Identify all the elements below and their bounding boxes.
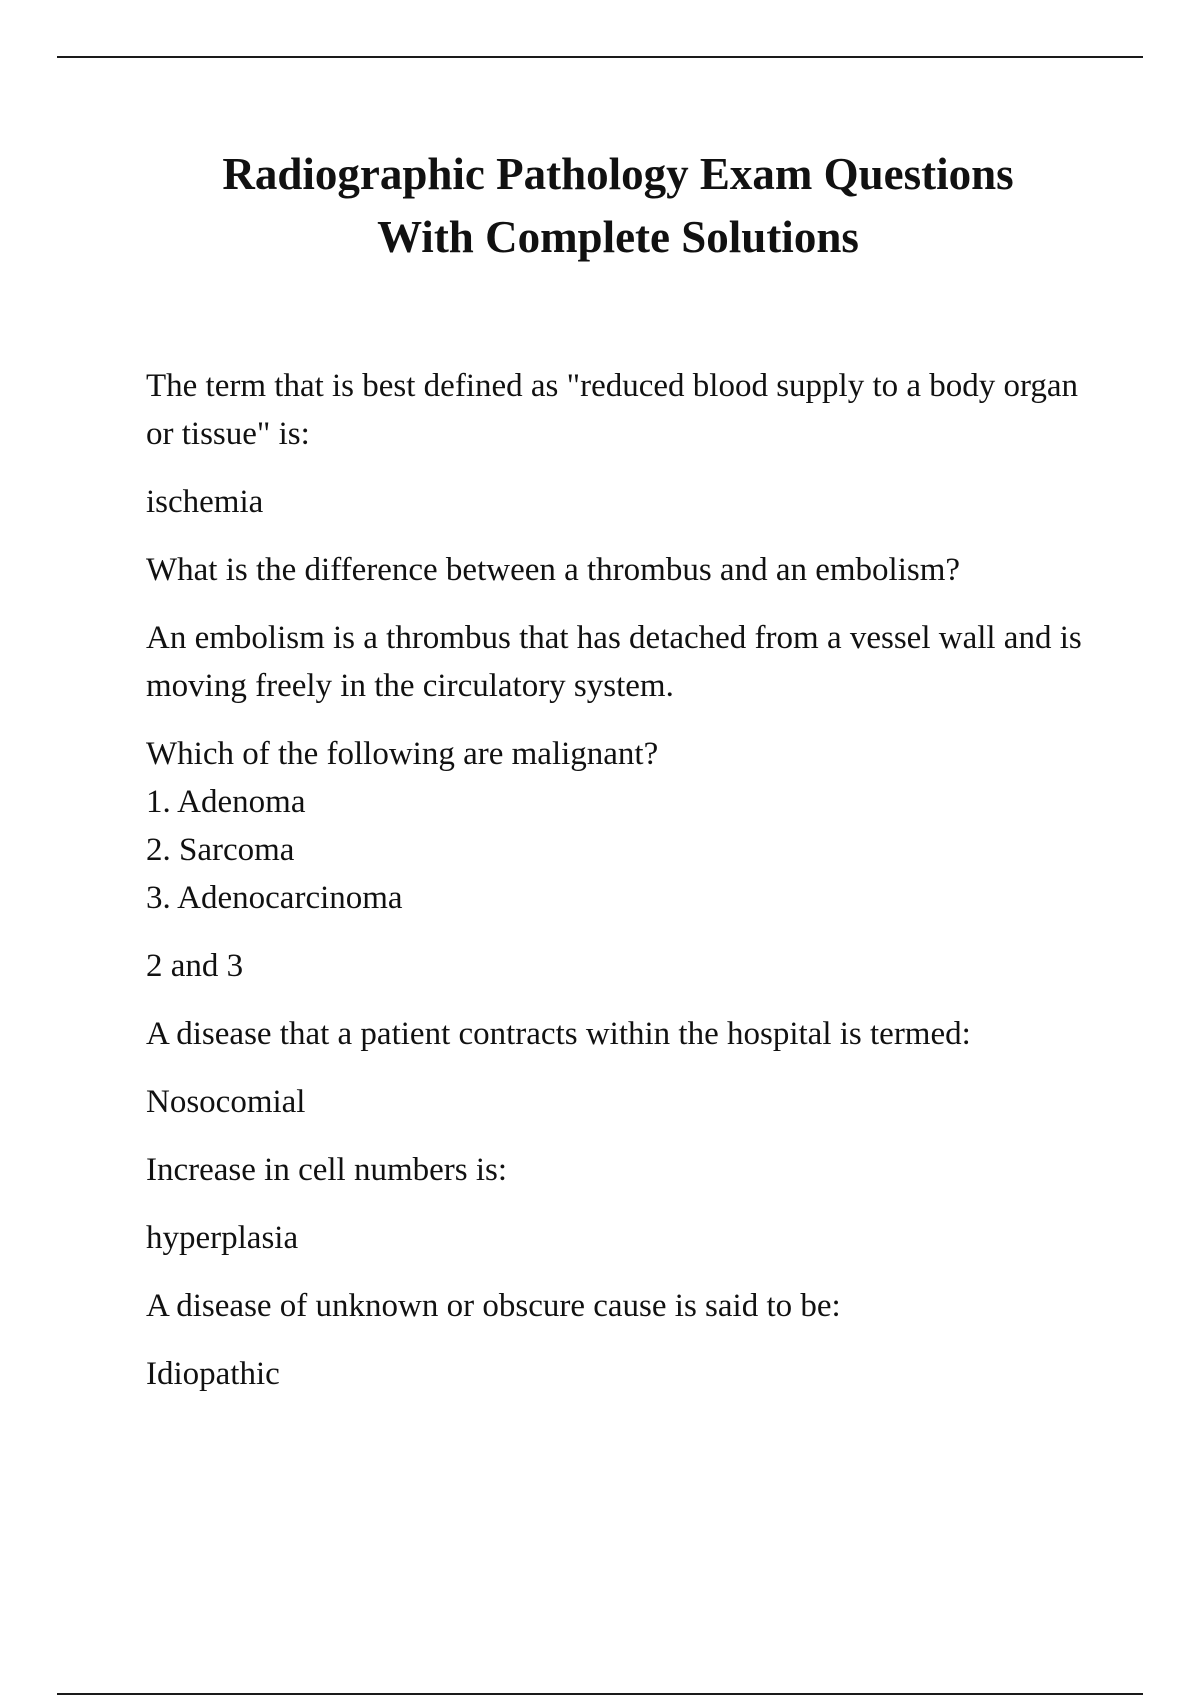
answer-1: ischemia (146, 484, 264, 520)
answer-2: An embolism is a thrombus that has detached from a vessel wall and is moving freely in the circulatory system. (146, 620, 1082, 704)
answer-5: hyperplasia (146, 1220, 299, 1256)
qa-content (146, 362, 1086, 1398)
answer-6: Idiopathic (146, 1356, 280, 1392)
header-rule (57, 56, 1143, 58)
question-1: The term that is best defined as "reduced blood supply to a body organ or tissue" is: (146, 368, 1079, 452)
footer-rule (57, 1693, 1143, 1695)
title-line-1: Radiographic Pathology Exam Questions (222, 149, 1014, 199)
question-6: A disease of unknown or obscure cause is said to be: (146, 1288, 841, 1324)
title-line-2: With Complete Solutions (377, 212, 859, 262)
option-1: 1. Adenoma (146, 784, 306, 820)
answer-4: Nosocomial (146, 1084, 306, 1120)
question-3: Which of the following are malignant? (146, 736, 659, 772)
option-2: 2. Sarcoma (146, 832, 295, 868)
question-2: What is the difference between a thrombus and an embolism? (146, 552, 961, 588)
answer-3: 2 and 3 (146, 948, 244, 984)
document-title (0, 143, 1200, 269)
question-5: Increase in cell numbers is: (146, 1152, 508, 1188)
option-3: 3. Adenocarcinoma (146, 880, 403, 916)
question-4: A disease that a patient contracts within the hospital is termed: (146, 1016, 971, 1052)
